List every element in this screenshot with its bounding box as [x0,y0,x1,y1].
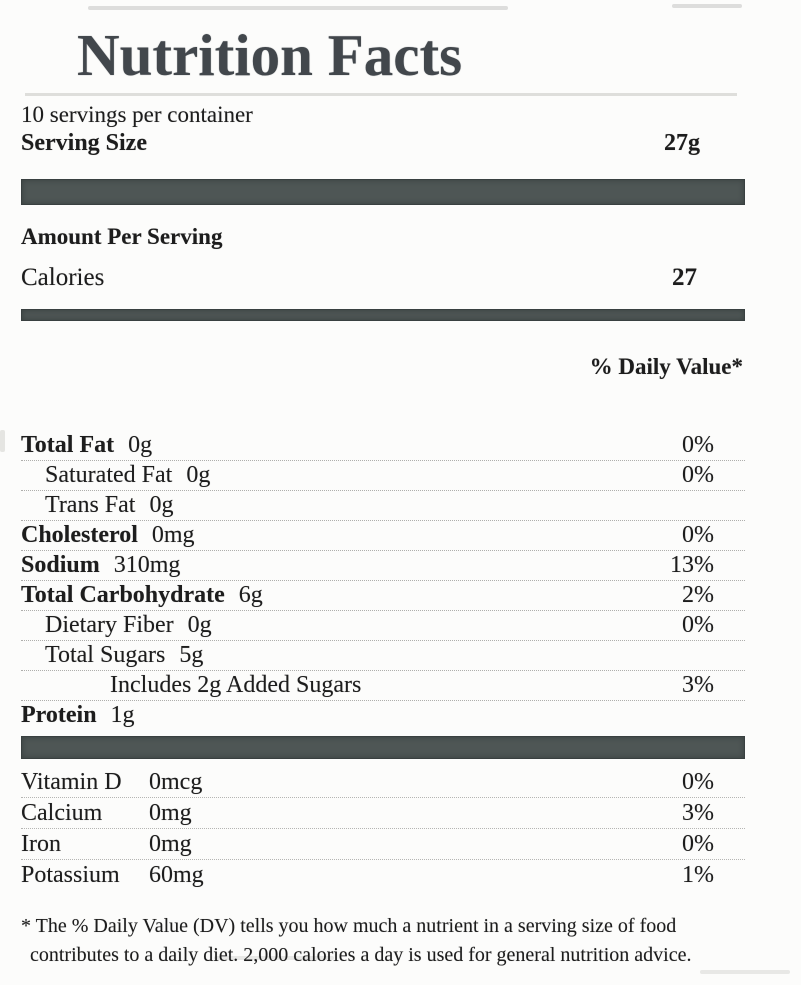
nutrient-name: Dietary Fiber [45,612,174,638]
micronutrient-amount: 0mcg [149,769,203,795]
nutrient-row [21,581,745,611]
nutrient-row [21,551,745,581]
micronutrient-daily-value: 0% [682,831,714,857]
daily-value-footnote: * The % Daily Value (DV) tells you how much a nutrient in a serving size of food contributes to a daily diet. 2,000 calories a day is used for general nutrition advice. [21,915,692,966]
nutrient-daily-value: 0% [682,612,714,638]
nutrient-name: Includes 2g Added Sugars [110,672,362,698]
amount-per-serving-label: Amount Per Serving [21,224,223,249]
micronutrient-daily-value: 1% [682,862,714,888]
nutrient-row [21,611,745,641]
separator-bar-thick [21,179,745,205]
calories-label: Calories [21,264,105,291]
nutrient-name: Total Sugars [45,642,166,668]
nutrient-name: Sodium [21,552,100,578]
label-title: Nutrition Facts [77,22,463,88]
micronutrient-daily-value: 3% [682,800,714,826]
title-underline [25,93,737,96]
micronutrient-row [21,767,745,798]
nutrient-row [21,641,745,671]
nutrient-amount: 1g [110,702,135,728]
serving-size-row [21,128,745,158]
nutrient-amount: 6g [238,582,263,608]
micronutrient-name: Potassium [21,862,120,888]
nutrient-amount: 0g [186,462,211,488]
micronutrient-list [21,767,745,891]
calories-row [21,263,745,293]
micronutrient-name: Calcium [21,800,103,826]
serving-size-value: 27g [664,130,700,156]
nutrient-list [21,431,745,731]
micronutrient-daily-value: 0% [682,769,714,795]
micronutrient-row [21,860,745,891]
nutrient-daily-value: 3% [682,672,714,698]
nutrient-amount: 5g [179,642,204,668]
nutrient-daily-value: 0% [682,522,714,548]
nutrient-amount: 0g [149,492,174,518]
nutrient-daily-value: 13% [670,552,714,578]
nutrient-daily-value: 2% [682,582,714,608]
nutrient-amount: 0g [128,432,153,458]
nutrient-amount: 0g [187,612,212,638]
nutrient-name: Saturated Fat [45,462,173,488]
nutrient-row [21,701,745,731]
servings-per-container: 10 servings per container [21,102,253,127]
nutrient-row [21,521,745,551]
micronutrient-name: Vitamin D [21,769,122,795]
micronutrient-name: Iron [21,831,61,857]
scan-artifact [700,970,790,974]
separator-bar-thin [21,309,745,321]
micronutrient-amount: 60mg [149,862,204,888]
nutrient-daily-value: 0% [682,462,714,488]
separator-bar-thick [21,736,745,759]
calories-value: 27 [672,264,697,291]
micronutrient-row [21,798,745,829]
micronutrient-row [21,829,745,860]
nutrient-name: Total Carbohydrate [21,582,225,608]
micronutrient-amount: 0mg [149,831,192,857]
daily-value-header: % Daily Value* [589,354,743,379]
nutrient-name: Cholesterol [21,522,138,548]
nutrient-name: Total Fat [21,432,115,458]
nutrient-row [21,671,745,701]
nutrient-row [21,431,745,461]
nutrient-daily-value: 0% [682,432,714,458]
micronutrient-amount: 0mg [149,800,192,826]
nutrient-name: Trans Fat [45,492,136,518]
nutrient-amount: 0mg [151,522,195,548]
nutrient-row [21,461,745,491]
scan-artifact [0,430,5,452]
nutrient-amount: 310mg [113,552,181,578]
serving-size-label: Serving Size [21,130,147,156]
nutrient-row [21,491,745,521]
nutrient-name: Protein [21,702,97,728]
